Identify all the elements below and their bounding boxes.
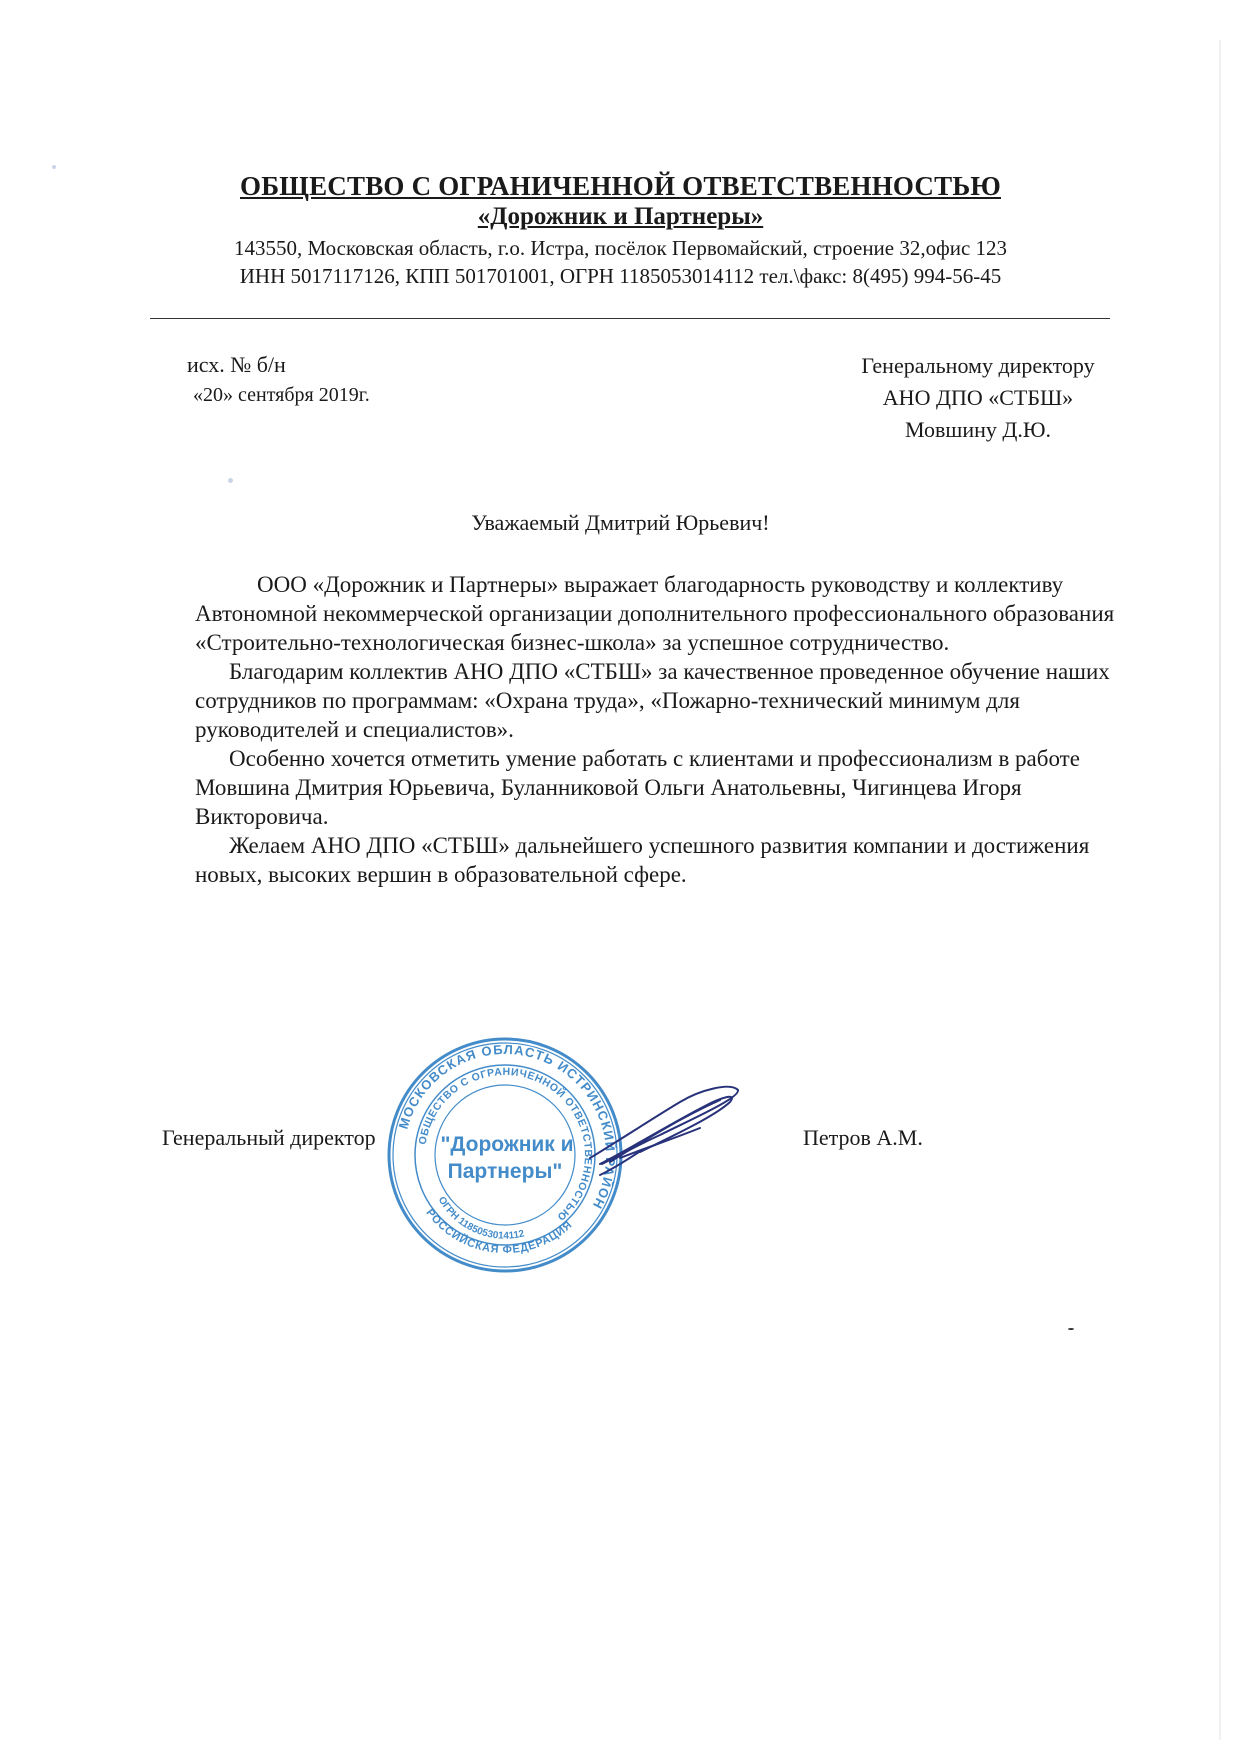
company-legal-form: ОБЩЕСТВО С ОГРАНИЧЕННОЙ ОТВЕТСТВЕННОСТЬЮ — [240, 171, 1001, 201]
stamp-ogrn-text: ОГРН 1185053014112 — [435, 1195, 526, 1242]
company-address: 143550, Московская область, г.о. Истра, посёлок Первомайский, строение 32,офис 123 — [233, 236, 1008, 260]
recipient-name: Мовшину Д.Ю. — [904, 417, 1051, 442]
stamp-outer-text: МОСКОВСКАЯ ОБЛАСТЬ ИСТРИНСКИЙ РАЙОН — [395, 1041, 619, 1213]
outgoing-reference — [187, 350, 370, 410]
stamp-center-line1: "Дорожник и — [440, 1133, 574, 1156]
recipient-block — [813, 350, 1143, 446]
company-registration: ИНН 5017117126, КПП 501701001, ОГРН 1185053014112 тел.\факс: 8(495) 994-56-45 — [239, 264, 1002, 288]
outgoing-number: исх. № б/н — [187, 352, 286, 377]
body-paragraph: ООО «Дорожник и Партнеры» выражает благодарность руководству и коллективу Автономной некоммерческой организации дополнительного профессионального образования «Строительно-технологическая бизнес-школа» за успешное сотрудничество. — [195, 572, 1115, 655]
scan-speck — [1068, 1328, 1074, 1330]
body-paragraph: Особенно хочется отметить умение работать с клиентами и профессионализм в работе Мовшина Дмитрия Юрьевича, Буланниковой Ольги Анатольевны, Чигинцева Игоря Викторовича. — [195, 746, 1080, 829]
recipient-position: Генеральному директору — [861, 353, 1095, 378]
scan-speck — [228, 478, 233, 483]
stamp-center-line2: Партнеры" — [447, 1160, 563, 1183]
body-paragraph: Благодарим коллектив АНО ДПО «СТБШ» за качественное проведенное обучение наших сотрудников по программам: «Охрана труда», «Пожарно-технический минимум для руководителей и специалистов». — [195, 659, 1110, 742]
salutation: Уважаемый Дмитрий Юрьевич! — [471, 510, 770, 535]
letterhead-divider — [150, 318, 1110, 319]
company-name: «Дорожник и Партнеры» — [477, 203, 764, 230]
scan-speck — [52, 165, 56, 169]
letterhead — [0, 170, 1241, 290]
stamp-inner-text: ОБЩЕСТВО С ОГРАНИЧЕННОЙ ОТВЕТСТВЕННОСТЬЮ — [416, 1065, 595, 1224]
stamp-country-text: РОССИЙСКАЯ ФЕДЕРАЦИЯ — [423, 1206, 575, 1257]
outgoing-date: «20» сентября 2019г. — [193, 384, 370, 406]
signatory-title: Генеральный директор — [162, 1125, 376, 1150]
handwritten-signature — [580, 1080, 750, 1190]
body-paragraph: Желаем АНО ДПО «СТБШ» дальнейшего успешного развития компании и достижения новых, высоких вершин в образовательной сфере. — [195, 833, 1090, 887]
scan-edge-shadow — [1219, 40, 1221, 1740]
letter-body — [195, 570, 1125, 889]
signatory-name: Петров А.М. — [803, 1125, 923, 1150]
recipient-organization: АНО ДПО «СТБШ» — [882, 385, 1074, 410]
